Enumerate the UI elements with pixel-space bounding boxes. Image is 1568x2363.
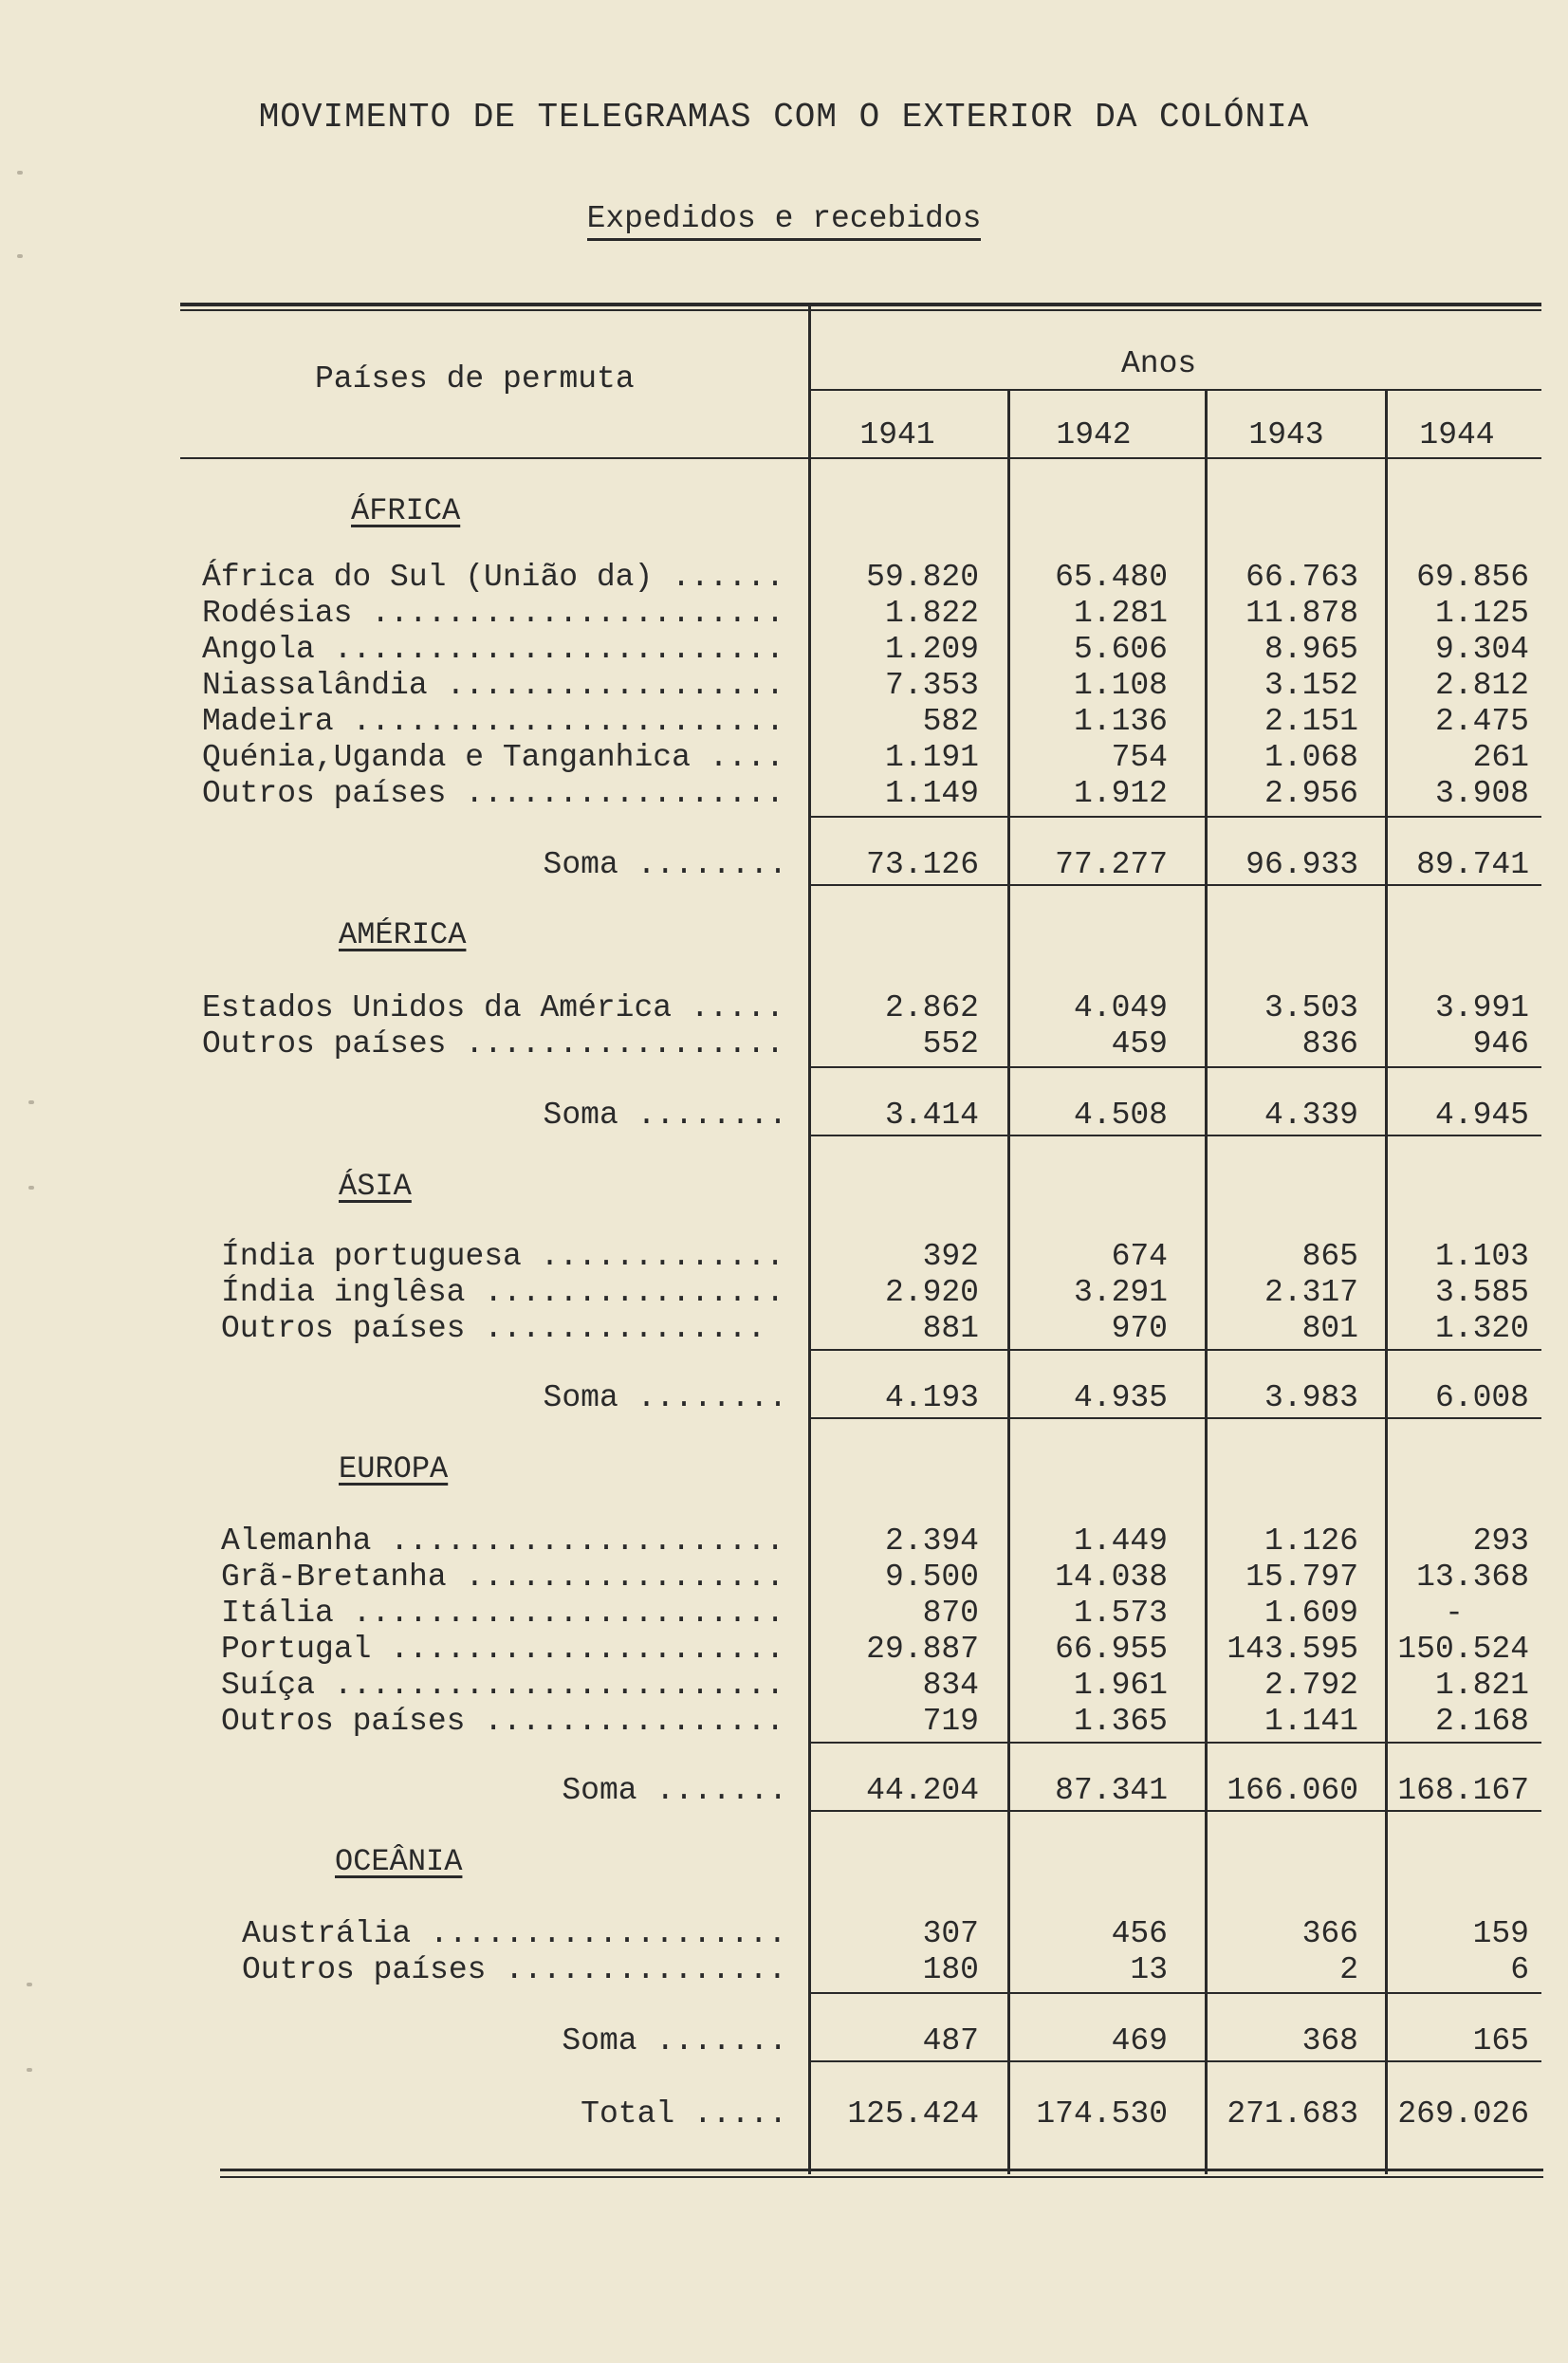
row-label: Outros países .................	[202, 1026, 784, 1062]
total-value: 174.530	[1036, 2096, 1168, 2132]
soma-value: 96.933	[1245, 847, 1358, 882]
row-label: Madeira .......................	[202, 704, 784, 739]
row-value: 674	[1111, 1239, 1168, 1274]
row-value: 2	[1339, 1952, 1358, 1987]
row-value: 15.797	[1245, 1560, 1358, 1595]
row-value: 8.965	[1264, 632, 1358, 667]
row-label: Outros países ................	[221, 1704, 785, 1739]
soma-rule-top	[808, 1742, 1541, 1744]
table-top-rule	[180, 303, 1541, 306]
table-bottom-rule	[220, 2169, 1543, 2171]
row-label: Índia portuguesa .............	[221, 1239, 785, 1274]
row-value: 719	[922, 1704, 979, 1739]
soma-rule-bottom	[808, 2060, 1541, 2062]
soma-value: 469	[1111, 2023, 1168, 2058]
header-bottom-rule	[180, 457, 1541, 459]
table-bottom-rule-thin	[220, 2176, 1543, 2178]
row-label: Suíça ........................	[221, 1668, 785, 1703]
header-years-label: Anos	[1121, 346, 1197, 381]
row-value: 3.503	[1264, 990, 1358, 1025]
row-value: 3.291	[1073, 1275, 1168, 1310]
soma-label: Soma ........	[543, 847, 787, 882]
row-value: 834	[922, 1668, 979, 1703]
soma-value: 4.193	[884, 1380, 979, 1415]
row-value: 582	[922, 704, 979, 739]
soma-value: 487	[922, 2023, 979, 2058]
table-top-rule-thin	[180, 309, 1541, 311]
row-value: 1.068	[1264, 740, 1358, 775]
row-value: 366	[1301, 1916, 1358, 1951]
soma-value: 165	[1472, 2023, 1529, 2058]
row-value: 293	[1472, 1523, 1529, 1559]
row-value: 13.368	[1416, 1560, 1529, 1595]
row-value: 261	[1472, 740, 1529, 775]
row-value: 970	[1111, 1311, 1168, 1346]
row-value: 456	[1111, 1916, 1168, 1951]
column-divider	[1007, 389, 1010, 2174]
row-value: 143.595	[1227, 1632, 1358, 1667]
column-divider	[808, 305, 811, 2174]
row-value: 13	[1130, 1952, 1168, 1987]
soma-value: 6.008	[1434, 1380, 1529, 1415]
row-value: 946	[1472, 1026, 1529, 1062]
row-label: Niassalândia ..................	[202, 668, 784, 703]
row-label: Austrália ...................	[242, 1916, 787, 1951]
row-value: 836	[1301, 1026, 1358, 1062]
soma-value: 44.204	[866, 1773, 979, 1808]
soma-rule-bottom	[808, 1135, 1541, 1136]
soma-label: Soma .......	[562, 1773, 787, 1808]
row-label: África do Sul (União da) ......	[202, 560, 784, 595]
row-value: 3.991	[1434, 990, 1529, 1025]
soma-label: Soma .......	[562, 2023, 787, 2058]
region-oceania: OCEÂNIA	[335, 1844, 463, 1879]
column-divider	[1205, 389, 1208, 2174]
row-value: 66.955	[1055, 1632, 1168, 1667]
row-value: 801	[1301, 1311, 1358, 1346]
region-asia: ÁSIA	[339, 1169, 412, 1204]
soma-value: 3.983	[1264, 1380, 1358, 1415]
soma-value: 4.945	[1434, 1098, 1529, 1133]
row-label: Índia inglêsa ................	[221, 1275, 785, 1310]
row-value: 6	[1510, 1952, 1529, 1987]
row-value: 2.812	[1434, 668, 1529, 703]
row-value: 2.956	[1264, 776, 1358, 811]
row-label: Alemanha .....................	[221, 1523, 785, 1559]
document-title: MOVIMENTO DE TELEGRAMAS COM O EXTERIOR DA COLÓNIA	[258, 98, 1310, 137]
row-value: 1.141	[1264, 1704, 1358, 1739]
row-value: 11.878	[1245, 596, 1358, 631]
soma-value: 77.277	[1055, 847, 1168, 882]
row-value: 870	[922, 1596, 979, 1631]
row-value: 1.821	[1434, 1668, 1529, 1703]
row-value: 9.304	[1434, 632, 1529, 667]
row-label: Outros países ...............	[242, 1952, 787, 1987]
row-value: 59.820	[866, 560, 979, 595]
row-value: 14.038	[1055, 1560, 1168, 1595]
row-value: 1.320	[1434, 1311, 1529, 1346]
row-label: Angola ........................	[202, 632, 784, 667]
row-value: 1.609	[1264, 1596, 1358, 1631]
row-value: 159	[1472, 1916, 1529, 1951]
margin-speck	[28, 1100, 34, 1104]
row-value: 1.449	[1073, 1523, 1168, 1559]
margin-speck	[27, 2068, 32, 2072]
row-value: 66.763	[1245, 560, 1358, 595]
row-value: -	[1445, 1596, 1464, 1631]
soma-value: 4.508	[1073, 1098, 1168, 1133]
soma-rule-top	[808, 1066, 1541, 1068]
soma-value: 89.741	[1416, 847, 1529, 882]
row-value: 2.475	[1434, 704, 1529, 739]
row-value: 552	[922, 1026, 979, 1062]
row-value: 69.856	[1416, 560, 1529, 595]
margin-speck	[17, 254, 23, 258]
row-value: 3.585	[1434, 1275, 1529, 1310]
region-america: AMÉRICA	[339, 917, 467, 952]
total-value: 125.424	[847, 2096, 979, 2132]
soma-label: Soma ........	[543, 1098, 787, 1133]
soma-value: 3.414	[884, 1098, 979, 1133]
row-value: 180	[922, 1952, 979, 1987]
soma-value: 4.935	[1073, 1380, 1168, 1415]
soma-label: Soma ........	[543, 1380, 787, 1415]
row-value: 1.281	[1073, 596, 1168, 631]
row-value: 1.209	[884, 632, 979, 667]
row-label: Estados Unidos da América .....	[202, 990, 784, 1025]
total-label: Total .....	[581, 2096, 787, 2132]
row-value: 2.792	[1264, 1668, 1358, 1703]
row-value: 1.103	[1434, 1239, 1529, 1274]
row-label: Itália .......................	[221, 1596, 785, 1631]
row-value: 1.822	[884, 596, 979, 631]
row-value: 65.480	[1055, 560, 1168, 595]
row-label: Portugal .....................	[221, 1632, 785, 1667]
row-value: 2.920	[884, 1275, 979, 1310]
row-value: 865	[1301, 1239, 1358, 1274]
soma-value: 73.126	[866, 847, 979, 882]
soma-rule-bottom	[808, 1417, 1541, 1419]
row-value: 3.908	[1434, 776, 1529, 811]
row-value: 29.887	[866, 1632, 979, 1667]
document-subtitle	[0, 201, 1568, 236]
row-value: 1.961	[1073, 1668, 1168, 1703]
row-value: 1.912	[1073, 776, 1168, 811]
row-value: 1.365	[1073, 1704, 1168, 1739]
total-value: 269.026	[1397, 2096, 1529, 2132]
soma-rule-bottom	[808, 1810, 1541, 1812]
header-year-1941: 1941	[859, 417, 935, 452]
soma-value: 4.339	[1264, 1098, 1358, 1133]
row-value: 1.126	[1264, 1523, 1358, 1559]
margin-speck	[17, 171, 23, 175]
row-value: 1.125	[1434, 596, 1529, 631]
soma-rule-bottom	[808, 884, 1541, 886]
soma-rule-top	[808, 816, 1541, 818]
row-value: 1.573	[1073, 1596, 1168, 1631]
region-africa: ÁFRICA	[351, 493, 461, 528]
row-label: Outros países ...............	[221, 1311, 766, 1346]
row-value: 459	[1111, 1026, 1168, 1062]
margin-speck	[27, 1983, 32, 1986]
header-countries: Países de permuta	[315, 361, 635, 397]
row-label: Quénia,Uganda e Tanganhica ....	[202, 740, 784, 775]
header-year-1942: 1942	[1056, 417, 1132, 452]
row-value: 5.606	[1073, 632, 1168, 667]
subtitle-text: Expedidos e recebidos	[587, 201, 982, 241]
row-value: 2.151	[1264, 704, 1358, 739]
row-value: 1.108	[1073, 668, 1168, 703]
row-value: 3.152	[1264, 668, 1358, 703]
soma-value: 166.060	[1227, 1773, 1358, 1808]
row-label: Rodésias ......................	[202, 596, 784, 631]
soma-rule-top	[808, 1349, 1541, 1351]
row-value: 881	[922, 1311, 979, 1346]
row-value: 150.524	[1397, 1632, 1529, 1667]
row-value: 392	[922, 1239, 979, 1274]
row-label: Outros países .................	[202, 776, 784, 811]
row-value: 2.862	[884, 990, 979, 1025]
header-year-1943: 1943	[1248, 417, 1324, 452]
soma-rule-top	[808, 1992, 1541, 1994]
row-value: 1.191	[884, 740, 979, 775]
row-value: 307	[922, 1916, 979, 1951]
margin-speck	[28, 1186, 34, 1190]
header-year-1944: 1944	[1419, 417, 1495, 452]
years-divider-rule	[808, 389, 1541, 391]
row-value: 2.394	[884, 1523, 979, 1559]
total-value: 271.683	[1227, 2096, 1358, 2132]
row-value: 7.353	[884, 668, 979, 703]
row-value: 2.168	[1434, 1704, 1529, 1739]
soma-value: 368	[1301, 2023, 1358, 2058]
row-value: 754	[1111, 740, 1168, 775]
region-europa: EUROPA	[339, 1451, 449, 1486]
soma-value: 87.341	[1055, 1773, 1168, 1808]
row-label: Grã-Bretanha .................	[221, 1560, 785, 1595]
soma-value: 168.167	[1397, 1773, 1529, 1808]
row-value: 9.500	[884, 1560, 979, 1595]
row-value: 4.049	[1073, 990, 1168, 1025]
row-value: 1.136	[1073, 704, 1168, 739]
row-value: 1.149	[884, 776, 979, 811]
row-value: 2.317	[1264, 1275, 1358, 1310]
